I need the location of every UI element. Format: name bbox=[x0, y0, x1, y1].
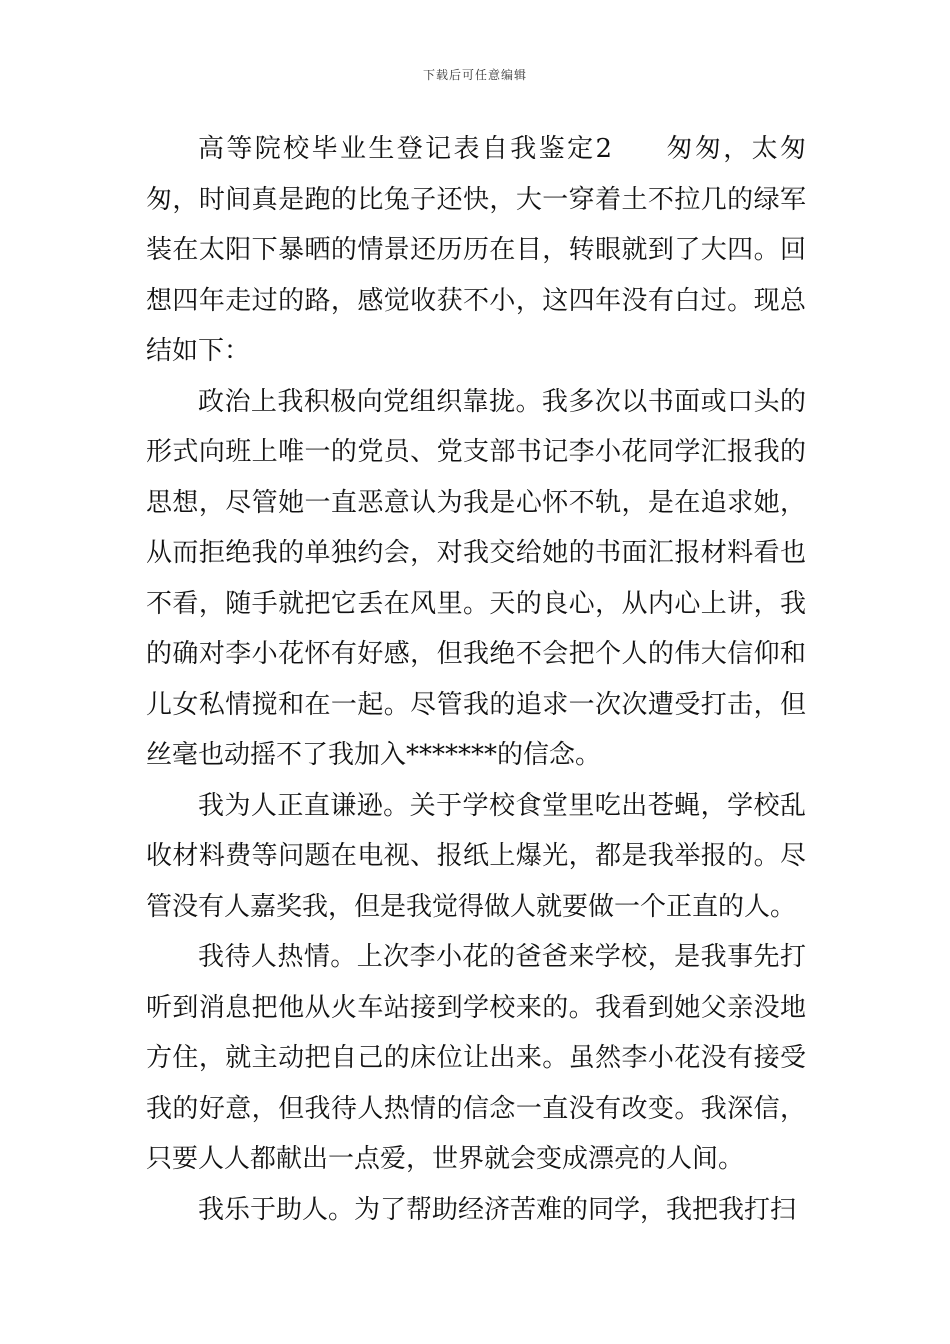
paragraph-text: 匆匆，太匆匆，时间真是跑的比兔子还快，大一穿着土不拉几的绿军装在太阳下暴晒的情景还历历在目，转眼就到了大四。回想四年走过的路，感觉收获不小，这四年没有白过。现总结如下： bbox=[146, 134, 806, 366]
paragraph-integrity: 我为人正直谦逊。关于学校食堂里吃出苍蝇，学校乱收材料费等问题在电视、报纸上爆光，都是我举报的。尽管没有人嘉奖我，但是我觉得做人就要做一个正直的人。 bbox=[146, 790, 806, 922]
paragraph-intro bbox=[146, 124, 806, 377]
header-note: 下载后可任意编辑 bbox=[422, 68, 527, 82]
paragraph-warmth: 我待人热情。上次李小花的爸爸来学校，是我事先打听到消息把他从火车站接到学校来的。我看到她父亲没地方住，就主动把自己的床位让出来。虽然李小花没有接受我的好意，但我待人热情的信念一直没有改变。我深信，只要人人都献出一点爱，世界就会变成漂亮的人间。 bbox=[146, 942, 806, 1174]
paragraph-helpfulness: 我乐于助人。为了帮助经济苦难的同学，我把我打扫 bbox=[198, 1194, 797, 1225]
document-body bbox=[146, 124, 806, 1235]
document-title: 高等院校毕业生登记表自我鉴定2 bbox=[198, 134, 613, 164]
paragraph-politics: 政治上我积极向党组织靠拢。我多次以书面或口头的形式向班上唯一的党员、党支部书记李小花同学汇报我的思想，尽管她一直恶意认为我是心怀不轨，是在追求她，从而拒绝我的单独约会，对我交给她的书面汇报材料看也不看，随手就把它丢在风里。天的良心，从内心上讲，我的确对李小花怀有好感，但我绝不会把个人的伟大信仰和儿女私情搅和在一起。尽管我的追求一次次遭受打击，但丝毫也动摇不了我加入*******的信念。 bbox=[146, 386, 806, 770]
